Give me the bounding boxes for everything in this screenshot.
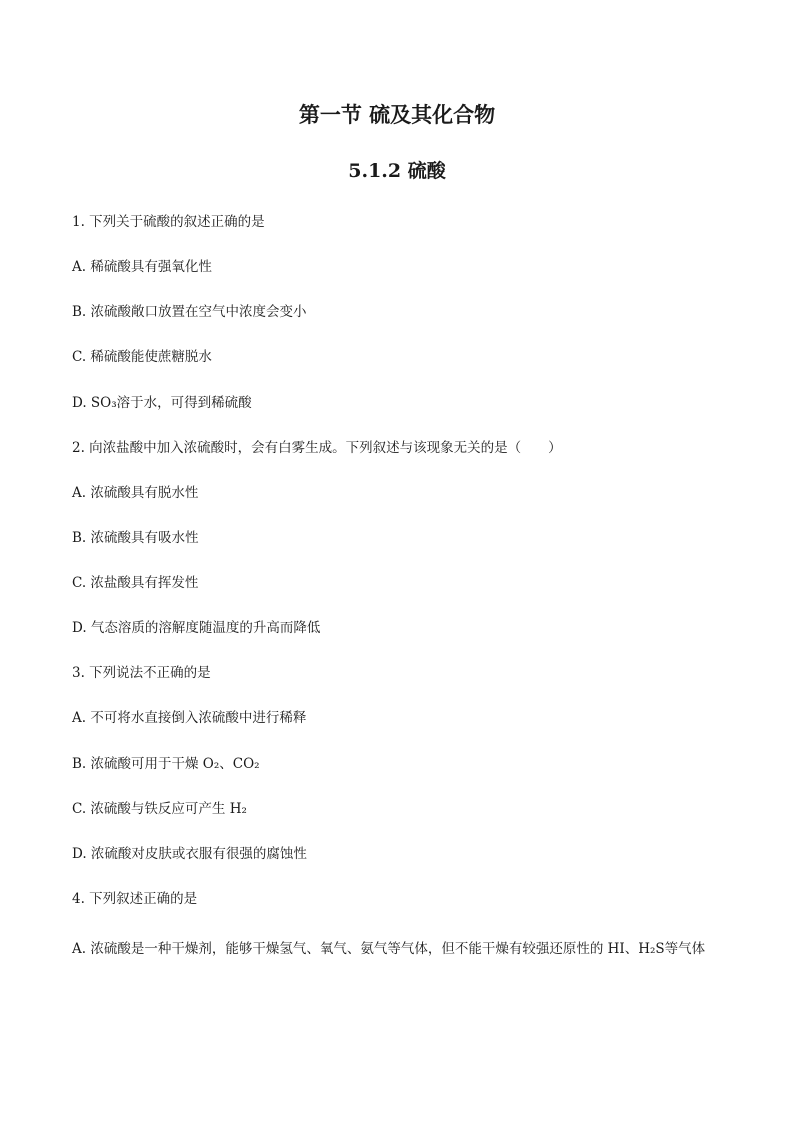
question-1-stem: 1. 下列关于硫酸的叙述正确的是 xyxy=(72,214,265,230)
question-3-option-d: D. 浓硫酸对皮肤或衣服有很强的腐蚀性 xyxy=(72,846,307,862)
question-1-option-c: C. 稀硫酸能使蔗糖脱水 xyxy=(72,349,212,365)
question-3-option-a: A. 不可将水直接倒入浓硫酸中进行稀释 xyxy=(72,710,307,726)
question-1-option-b: B. 浓硫酸敞口放置在空气中浓度会变小 xyxy=(72,304,307,320)
page-title: 第一节 硫及其化合物 xyxy=(298,102,496,127)
question-3-option-b: B. 浓硫酸可用于干燥 O₂、CO₂ xyxy=(72,756,260,772)
question-2-option-b: B. 浓硫酸具有吸水性 xyxy=(72,530,199,546)
question-3-option-c: C. 浓硫酸与铁反应可产生 H₂ xyxy=(72,801,247,817)
question-3-stem: 3. 下列说法不正确的是 xyxy=(72,665,211,681)
question-4-option-a: A. 浓硫酸是一种干燥剂，能够干燥氢气、氧气、氨气等气体，但不能干燥有较强还原性的 HI、H₂S等气体 xyxy=(72,941,706,957)
question-1-option-d: D. SO₃溶于水，可得到稀硫酸 xyxy=(72,395,252,411)
question-2-option-c: C. 浓盐酸具有挥发性 xyxy=(72,575,199,591)
question-2-option-d: D. 气态溶质的溶解度随温度的升高而降低 xyxy=(72,620,321,636)
question-4-stem: 4. 下列叙述正确的是 xyxy=(72,891,198,907)
question-2-option-a: A. 浓硫酸具有脱水性 xyxy=(72,485,199,501)
question-1-option-a: A. 稀硫酸具有强氧化性 xyxy=(72,259,212,275)
section-subtitle: 5.1.2 硫酸 xyxy=(348,160,446,182)
question-2-stem: 2. 向浓盐酸中加入浓硫酸时，会有白雾生成。下列叙述与该现象无关的是（ ） xyxy=(72,440,562,456)
